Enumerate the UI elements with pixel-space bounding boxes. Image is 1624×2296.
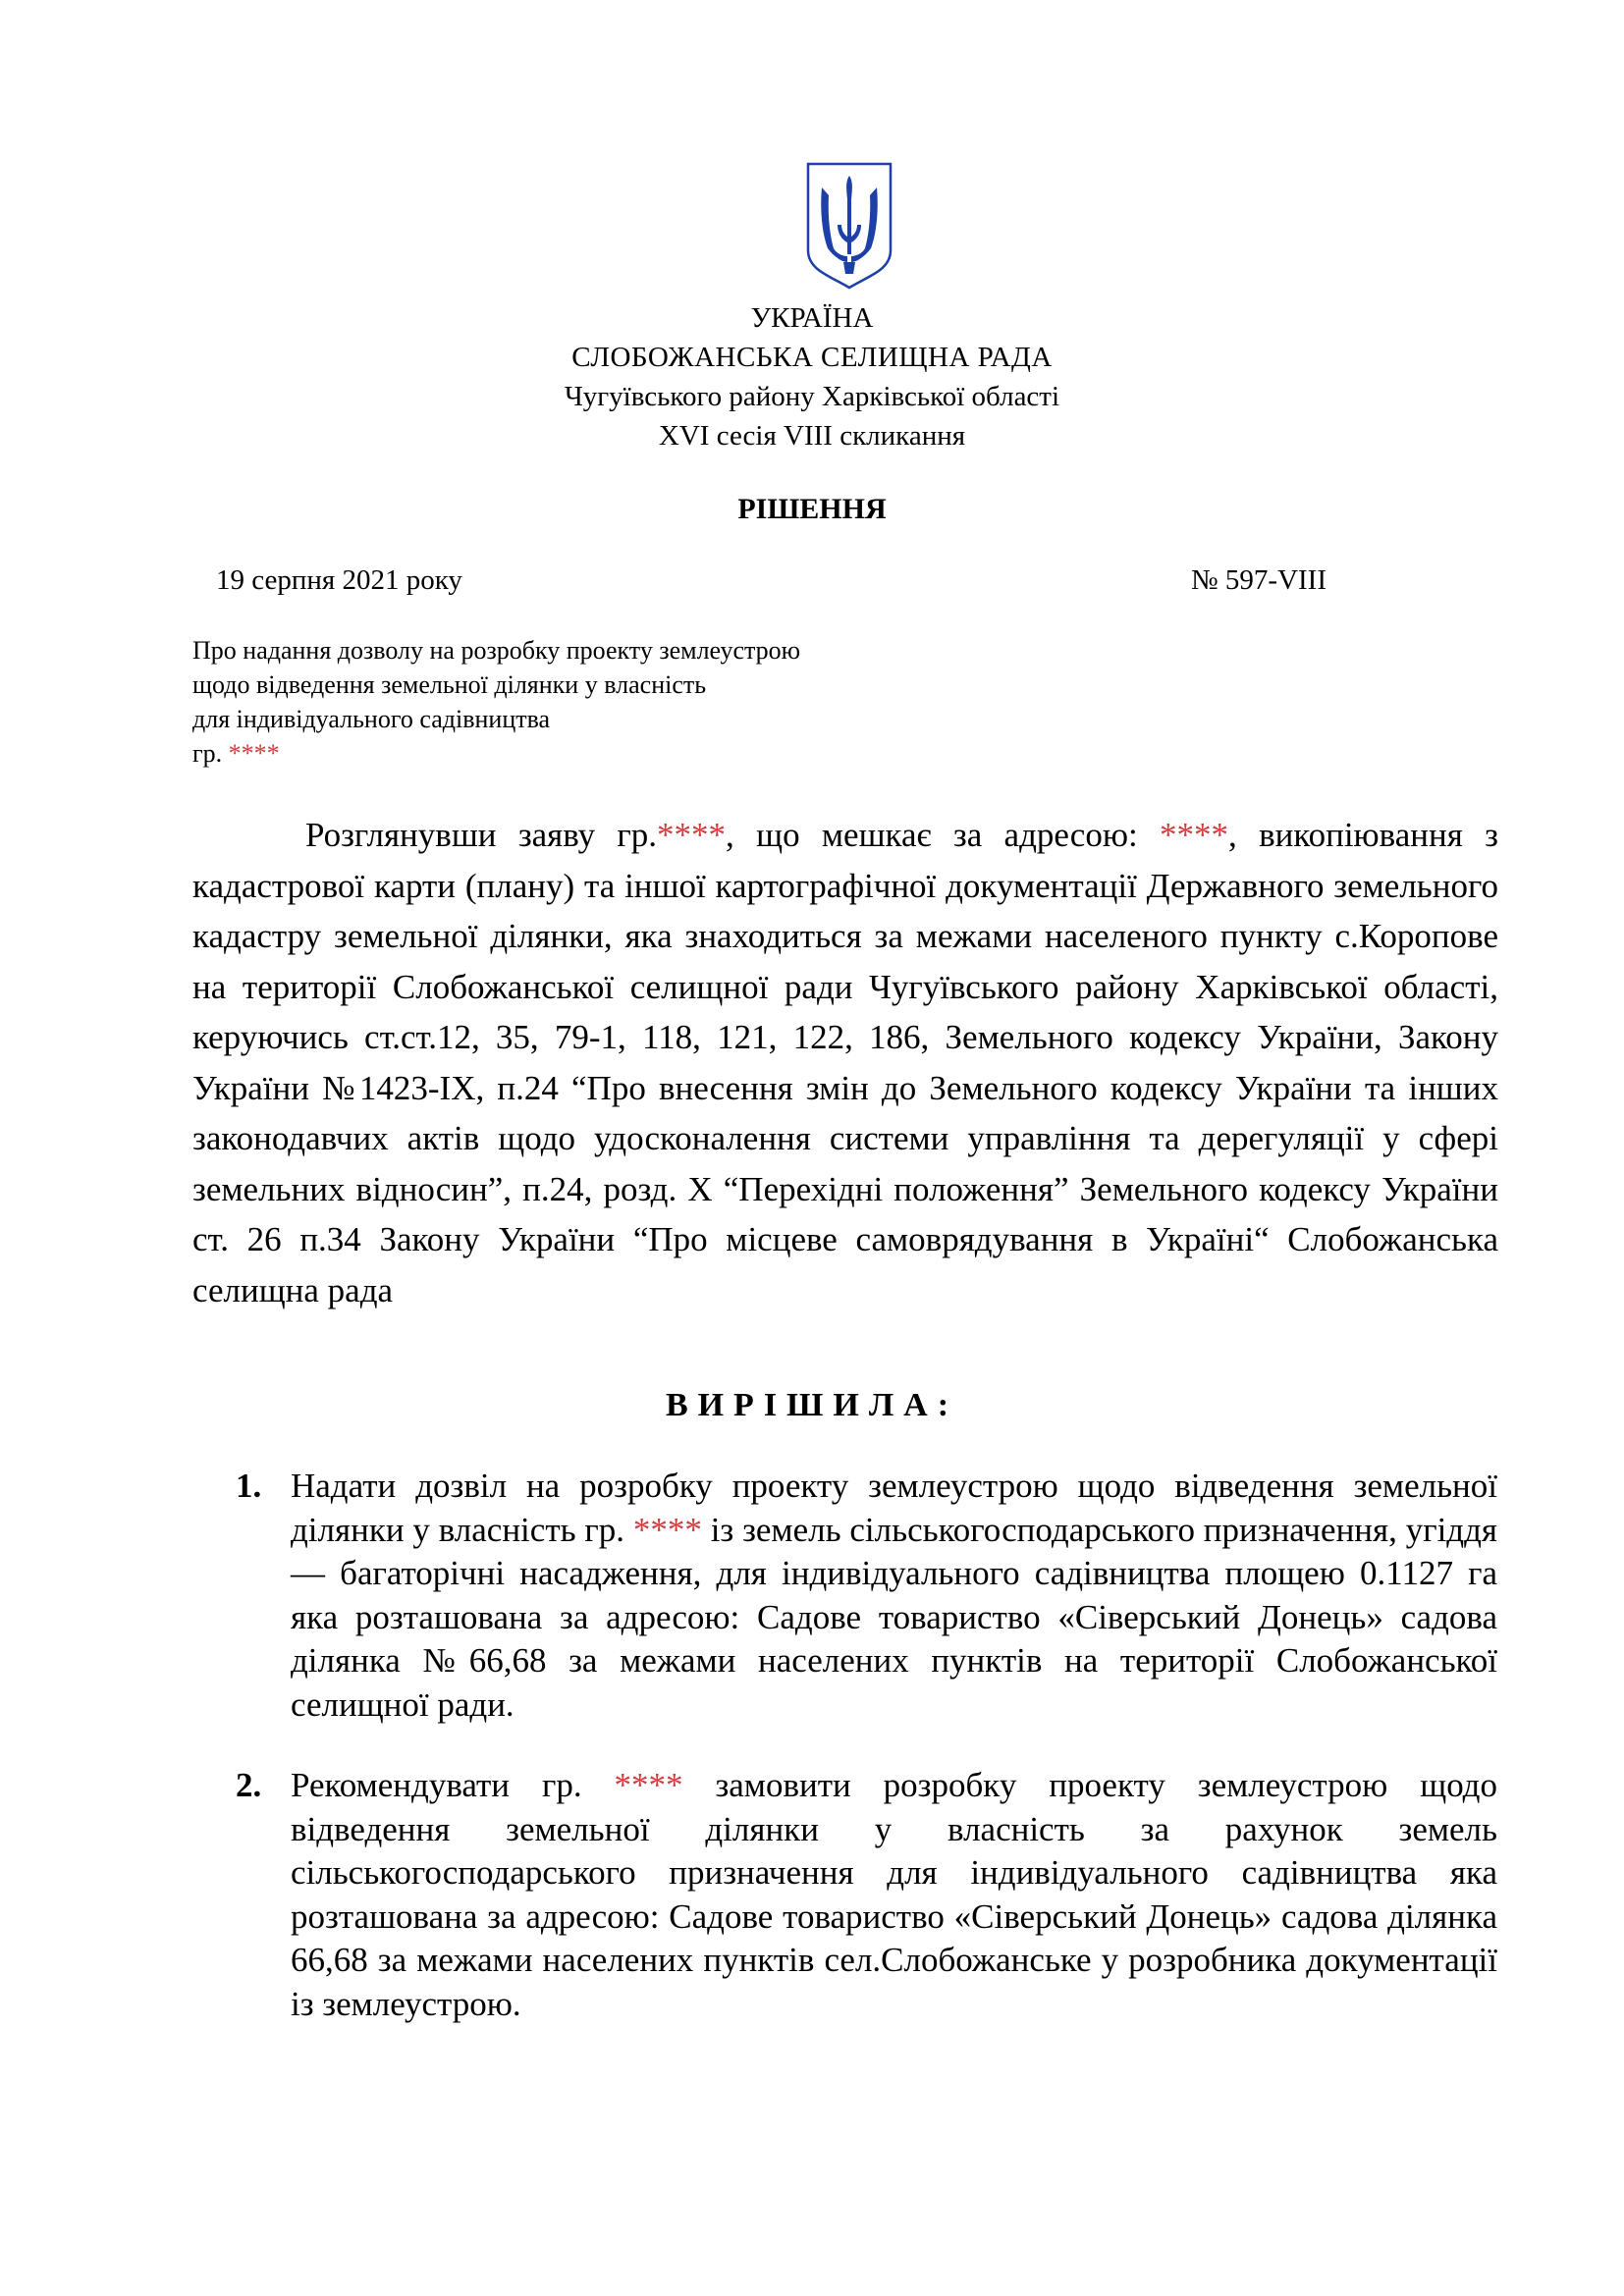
item-text-part: замовити розробку проекту землеустрою щодо відведення земельної ділянки у власність за рахунок земель сільськогосподарського призначення для індивідуального садівництва яка розташована за адресою: Садове товариство «Сіверський Донець» садова ділянка 66,68 за межами населених пунктів сел.Слобожанське у розробника документації із землеустрою. — [291, 1766, 1497, 2023]
header-council: СЛОБОЖАНСЬКА СЕЛИЩНА РАДА — [571, 342, 1053, 373]
header-session: XVI сесія VIII скликання — [658, 420, 966, 452]
preamble-text: Розглянувши заяву гр. — [305, 816, 658, 854]
subject-prefix: гр. — [192, 739, 229, 768]
redacted-name: **** — [228, 739, 280, 768]
doc-title: РІШЕННЯ — [737, 493, 887, 525]
preamble-paragraph — [192, 810, 1498, 1315]
item-number: 1. — [236, 1467, 262, 1505]
item-text-part: Надати дозвіл на розробку проекту землеустрою щодо відведення земельної ділянки у власність гр. — [291, 1467, 1497, 1549]
header-country: УКРАЇНА — [750, 302, 874, 334]
subject-line — [192, 736, 978, 771]
subject-line: Про надання дозволу на розробку проекту землеустрою — [192, 636, 801, 665]
subject-line: щодо відведення земельної ділянки у власність — [192, 670, 707, 699]
redacted-name: **** — [632, 1510, 702, 1549]
redacted-name: **** — [614, 1766, 683, 1804]
header-district: Чугуївського району Харківської області — [564, 381, 1060, 412]
resolved-heading: ВИРІШИЛА: — [665, 1387, 959, 1423]
subject-block — [192, 633, 978, 771]
redacted-name: **** — [657, 816, 727, 854]
doc-number: № 597-VIII — [1191, 564, 1326, 596]
item-number: 2. — [236, 1766, 262, 1804]
item-text — [291, 1764, 1497, 2026]
subject-line: для індивідуального садівництва — [192, 705, 551, 733]
redacted-address: **** — [1160, 816, 1229, 854]
resolution-item — [236, 1764, 1497, 2026]
preamble-text: , викопіювання з кадастрової карти (плану) та іншої картографічної документації Державного земельного кадастру земельної ділянки, яка знаходиться за межами населеного пункту с.Коропове на території Слобожанської селищної ради Чугуївського району Харківської області, керуючись ст.ст.12, 35, 79-1, 118, 121, 122, 186, Земельного кодексу України, Закону України №1423-IX, п.24 “Про внесення змін до Земельного кодексу України та інших законодавчих актів щодо удосконалення системи управління та дерегуляції у сфері земельних відносин”, п.24, розд. Х “Перехідні положення” Земельного кодексу України ст. 26 п.34 Закону України “Про місцеве самоврядування в Україні“ Слобожанська селищна рада — [192, 816, 1498, 1309]
doc-date: 19 серпня 2021 року — [216, 564, 462, 596]
coat-of-arms-icon — [804, 160, 894, 292]
preamble-text: , що мешкає за адресою: — [726, 816, 1161, 854]
resolution-item — [236, 1465, 1497, 1727]
item-text — [291, 1465, 1497, 1727]
item-text-part: Рекомендувати гр. — [291, 1766, 615, 1804]
item-text-part: із земель сільськогосподарського призначення, угіддя — багаторічні насадження, для індивідуального садівництва площею 0.1127 га яка розташована за адресою: Садове товариство «Сіверський Донець» садова ділянка №66,68 за межами населених пунктів на території Слобожанської селищної ради. — [291, 1510, 1498, 1724]
